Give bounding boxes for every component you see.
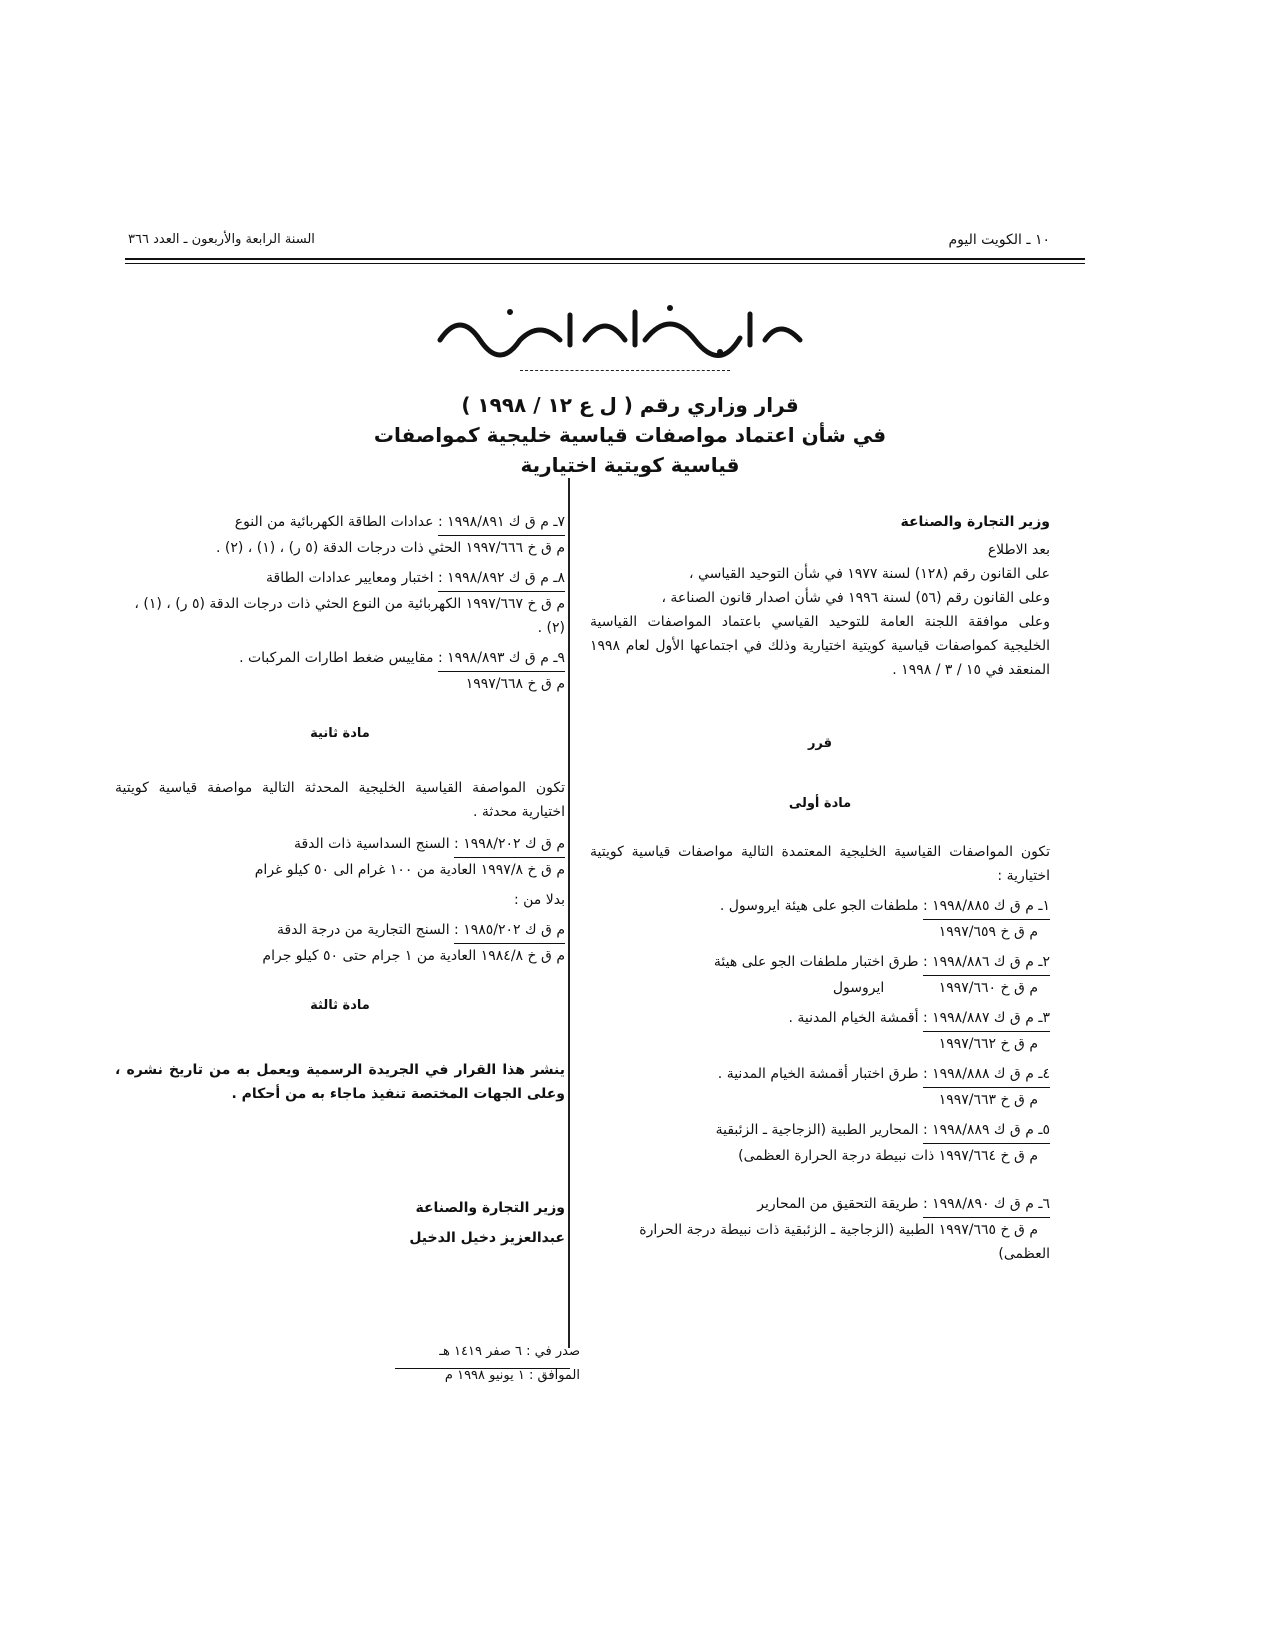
spec-ref-gulf: م ق خ ١٩٩٧/٨ xyxy=(480,862,565,878)
spec-desc: المحارير الطبية (الزجاجية ـ الزئبقية xyxy=(715,1122,919,1138)
spec-ref-gulf: م ق خ ١٩٩٧/٦٦٤ xyxy=(938,1148,1038,1164)
spec-ref-kuwait: م ق ك ١٩٨٥/٢٠٢ : xyxy=(454,918,565,944)
spec-ref-gulf: م ق خ ١٩٩٧/٦٦٣ xyxy=(938,1092,1038,1108)
spec-ref-gulf: م ق خ ١٩٩٧/٦٥٩ xyxy=(938,924,1038,940)
spec-item xyxy=(590,894,1050,944)
column-divider xyxy=(568,478,570,1348)
decree-title: قرار وزاري رقم ( ل ع ١٢ / ١٩٩٨ ) xyxy=(461,393,799,417)
spec-item xyxy=(590,1192,1050,1266)
article-1-title: مادة أولى xyxy=(788,796,852,811)
spec-desc-cont: العادية من ١ جرام حتى ٥٠ كيلو جرام xyxy=(262,948,477,964)
spec-item xyxy=(590,1062,1050,1112)
spec-ref-kuwait: ٩ـ م ق ك ١٩٩٨/٨٩٣ : xyxy=(438,646,565,672)
article-1-intro: تكون المواصفات القياسية الخليجية المعتمدة التالية مواصفات قياسية كويتية اختيارية : xyxy=(590,844,1050,884)
spec-desc: السنج التجارية من درجة الدقة xyxy=(277,922,450,938)
article-1-items xyxy=(590,894,1050,1266)
spec-ref-kuwait: ١ـ م ق ك ١٩٩٨/٨٨٥ : xyxy=(923,894,1050,920)
spec-item xyxy=(590,950,1050,1000)
spec-desc: ملطفات الجو على هيئة ايروسول . xyxy=(719,898,919,914)
article-2-title: مادة ثانية xyxy=(310,726,370,741)
spec-desc-cont: الطبية (الزجاجية ـ الزئبقية ذات نبيطة درجة الحرارة العظمى) xyxy=(639,1222,1050,1262)
issue-dates xyxy=(400,1340,580,1388)
signature-title: وزير التجارة والصناعة xyxy=(415,1200,565,1216)
spec-ref-kuwait: ٤ـ م ق ك ١٩٩٨/٨٨٨ : xyxy=(923,1062,1050,1088)
minister-title: وزير التجارة والصناعة xyxy=(900,514,1050,530)
preamble-3: وعلى موافقة اللجنة العامة للتوحيد القياسي باعتماد المواصفات القياسية الخليجية كمواصفات قياسية كويتية اختيارية وذلك في اجتماعها الأول لعام ١٩٩٨ المنعقد في ١٥ / ٣ / ١٩٩٨ . xyxy=(590,614,1050,678)
spec-desc-cont: الكهربائية من النوع الحثي ذات درجات الدقة (٥ ر) ، (١) ، (٢) . xyxy=(134,596,565,636)
spec-ref-kuwait: ٢ـ م ق ك ١٩٩٨/٨٨٦ : xyxy=(923,950,1050,976)
spec-desc: طرق اختبار أقمشة الخيام المدنية . xyxy=(717,1066,919,1082)
decided-heading: قرر xyxy=(807,736,833,751)
preamble-1: على القانون رقم (١٢٨) لسنة ١٩٧٧ في شأن التوحيد القياسي ، xyxy=(688,566,1050,582)
left-column xyxy=(115,510,565,1250)
spec-ref-gulf: م ق خ ١٩٩٧/٦٦٢ xyxy=(938,1036,1038,1052)
spec-desc: طرق اختبار ملطفات الجو على هيئة xyxy=(713,954,919,970)
after-review: بعد الاطلاع xyxy=(987,542,1050,558)
spec-ref-kuwait: ٨ـ م ق ك ١٩٩٨/٨٩٢ : xyxy=(438,566,565,592)
spec-desc-cont: ذات نبيطة درجة الحرارة العظمى) xyxy=(738,1148,935,1164)
spec-item xyxy=(115,566,565,640)
spec-ref-gulf: م ق خ ١٩٩٧/٦٦٦ xyxy=(465,540,565,556)
spec-desc: السنج السداسية ذات الدقة xyxy=(293,836,450,852)
spec-ref-kuwait: ٧ـ م ق ك ١٩٩٨/٨٩١ : xyxy=(438,510,565,536)
signature-name: عبدالعزيز دخيل الدخيل xyxy=(409,1230,565,1246)
instead-of: بدلا من : xyxy=(513,892,565,908)
decree-subject-2: قياسية كويتية اختيارية xyxy=(520,453,740,477)
article-3-text: ينشر هذا القرار في الجريدة الرسمية ويعمل به من تاريخ نشره ، وعلى الجهات المختصة تنفيذ ماجاء به من أحكام . xyxy=(115,1062,565,1102)
spec-ref-gulf: م ق خ ١٩٨٤/٨ xyxy=(480,948,565,964)
decorative-divider xyxy=(520,370,730,371)
new-spec xyxy=(115,832,565,882)
decree-titles xyxy=(330,390,930,480)
article-2-intro: تكون المواصفة القياسية الخليجية المحدثة التالية مواصفة قياسية كويتية اختيارية محدثة . xyxy=(115,780,565,820)
page-header-right: ١٠ ـ الكويت اليوم xyxy=(948,232,1050,248)
spec-ref-kuwait: ٥ـ م ق ك ١٩٩٨/٨٨٩ : xyxy=(923,1118,1050,1144)
spec-ref-gulf: م ق خ ١٩٩٧/٦٦٥ xyxy=(938,1222,1038,1238)
spec-desc-cont: ايروسول xyxy=(832,980,885,996)
spec-ref-gulf: م ق خ ١٩٩٧/٦٦٠ xyxy=(938,980,1038,996)
article-3-title: مادة ثالثة xyxy=(310,998,370,1013)
ministry-calligraphy-icon xyxy=(420,300,820,360)
spec-ref-kuwait: ٣ـ م ق ك ١٩٩٨/٨٨٧ : xyxy=(923,1006,1050,1032)
spec-desc-cont: الحثي ذات درجات الدقة (٥ ر) ، (١) ، (٢) . xyxy=(215,540,462,556)
right-column xyxy=(590,510,1050,1272)
issue-date-rule xyxy=(395,1368,570,1369)
spec-item xyxy=(115,510,565,560)
spec-ref-gulf: م ق خ ١٩٩٧/٦٦٨ xyxy=(465,676,565,692)
ministry-logo xyxy=(420,300,820,371)
spec-item xyxy=(115,646,565,696)
spec-desc: أقمشة الخيام المدنية . xyxy=(788,1010,919,1026)
spec-desc: عدادات الطاقة الكهربائية من النوع xyxy=(234,514,434,530)
spec-desc-cont: العادية من ١٠٠ غرام الى ٥٠ كيلو غرام xyxy=(254,862,477,878)
old-spec xyxy=(115,918,565,968)
decree-subject-1: في شأن اعتماد مواصفات قياسية خليجية كمواصفات xyxy=(373,423,887,447)
spec-desc: مقاييس ضغط اطارات المركبات . xyxy=(239,650,434,666)
spec-desc: اختبار ومعايير عدادات الطاقة xyxy=(266,570,434,586)
issue-date-gregorian: الموافق : ١ يونيو ١٩٩٨ م xyxy=(444,1368,580,1383)
spec-ref-kuwait: ٦ـ م ق ك ١٩٩٨/٨٩٠ : xyxy=(923,1192,1050,1218)
spec-item xyxy=(590,1118,1050,1168)
spec-ref-gulf: م ق خ ١٩٩٧/٦٦٧ xyxy=(465,596,565,612)
page-header-left: السنة الرابعة والأربعون ـ العدد ٣٦٦ xyxy=(128,232,315,247)
spec-desc: طريقة التحقيق من المحارير xyxy=(757,1196,919,1212)
spec-item xyxy=(590,1006,1050,1056)
preamble-2: وعلى القانون رقم (٥٦) لسنة ١٩٩٦ في شأن اصدار قانون الصناعة ، xyxy=(661,590,1050,606)
header-rule xyxy=(125,258,1085,260)
issue-date-hijri: صدر في : ٦ صفر ١٤١٩ هـ xyxy=(439,1344,580,1359)
spec-ref-kuwait: م ق ك ١٩٩٨/٢٠٢ : xyxy=(454,832,565,858)
header-rule-thin xyxy=(125,263,1085,264)
